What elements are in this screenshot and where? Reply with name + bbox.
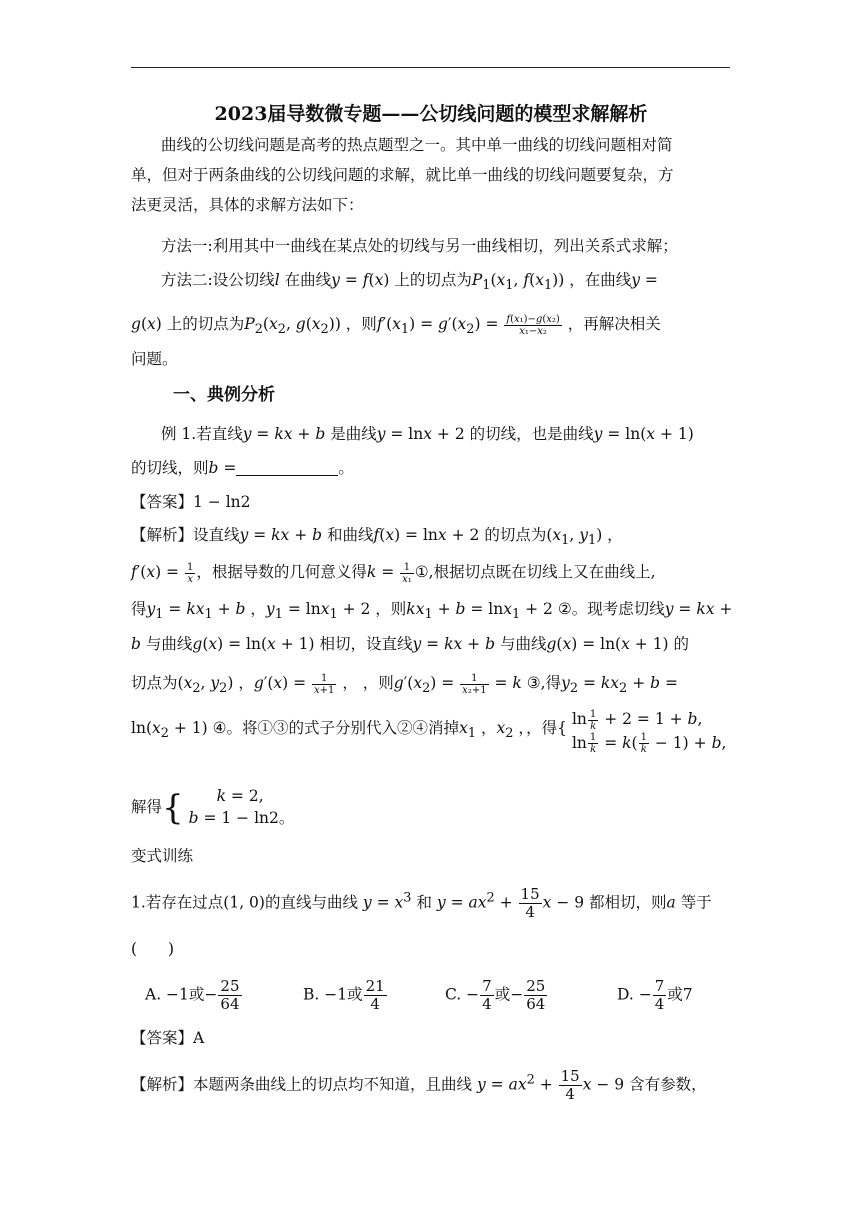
method-two-line-2: g(x) 上的切点为$P_2(x_2$, $g(x_2)$) ，则$f'(x_1) = g'(x_2)$ = $\frac{\text{f(x₁)−g(x₂)}}{\text{x₁−x₂}}$ ，再解决相关 [131, 313, 661, 338]
example-1-analysis-1: 【解析】设直线y = kx + b 和曲线f(x) = lnx + 2 的切点为($x_1$, $y_1$) ， [131, 526, 623, 549]
option-c[interactable]: C. − $\frac{7}{4}$ 或− $\frac{25}{64}$ [445, 977, 546, 1013]
section-heading: 一、典例分析 [173, 385, 275, 405]
example-1-analysis-3: 得$y_1 = kx_1 + b$ ，$y_1 = \ln x_1 + 2$ ，则$kx_1 + b = \ln x_1 + 2$ ②。现考虑切线y = kx + [131, 600, 733, 623]
variant-label: 变式训练 [131, 847, 194, 865]
variant-analysis: 【解析】本题两条曲线上的切点均不知道，且曲线 $y = ax^2$ + $\frac{15}{4}$ x − 9 含有参数， [131, 1067, 707, 1103]
example-1-answer: 【答案】1 − ln2 [131, 493, 251, 511]
variant-question-2: ( ) [131, 940, 175, 958]
method-two-line-3: 问题。 [131, 350, 178, 368]
option-b[interactable]: B. −1或 $\frac{21}{4}$ [303, 977, 385, 1013]
variant-answer: 【答案】A [131, 1029, 205, 1047]
method-one: 方法一:利用其中一曲线在某点处的切线与另一曲线相切，列出关系式求解； [161, 237, 678, 255]
intro-line-1: 曲线的公切线问题是高考的热点题型之一。其中单一曲线的切线问题相对简 [161, 136, 673, 154]
example-1-question-2: 的切线，则b = 。 [131, 459, 354, 477]
example-1-analysis-2: f′(x) = $\frac{1}{x}$ ，根据导数的几何意义得k = $\frac{1}{\text{x₁}}$ ①,根据切点既在切线上又在曲线上, [131, 561, 656, 585]
system-of-equations-2: k = 2, b = 1 − ln2。 [188, 787, 295, 827]
answer-blank[interactable] [236, 459, 338, 476]
example-1-solution: 解得{ k = 2, b = 1 − ln2。 [131, 787, 295, 828]
header-rule [131, 67, 730, 68]
example-1-analysis-6: $\ln(x_2 + 1)$ ④。将①③的式子分别代入②④消掉$x_1$ ，$x_2$ ，，得{ ln $\frac{1}{k}$ + 2 = 1 + b, ln $\frac{1}{k}$ = k( $\frac{1}{k}$ − 1) + b, [131, 708, 727, 755]
example-1-analysis-4: b 与曲线g(x) = ln(x + 1) 相切，设直线y = kx + b 与曲线g(x) = ln(x + 1) 的 [131, 635, 690, 653]
system-of-equations-1: ln $\frac{1}{k}$ + 2 = 1 + b, ln $\frac{1}{k}$ = k( $\frac{1}{k}$ − 1) + b, [571, 708, 727, 755]
example-1-question-1: 例 1.若直线y = kx + b 是曲线y = lnx + 2 的切线，也是曲线y = ln(x + 1) [161, 425, 694, 443]
option-d[interactable]: D. − $\frac{7}{4}$ 或7 [617, 977, 693, 1013]
page-title: 2023届导数微专题——公切线问题的模型求解解析 [214, 103, 648, 125]
variant-options [131, 978, 731, 1018]
variant-question-1: 1.若存在过点(1, 0)的直线与曲线 $y = x^3$ 和 $y = ax^2$ + $\frac{15}{4}$ x − 9 都相切，则a 等于 [131, 885, 712, 921]
example-1-analysis-5: 切点为($x_2$, $y_2$) ，g′(x) = $\frac{1}{x+1}$ ， ，则$g'(x_2)$ = $\frac{1}{\text{x₂+1}}$ = k ③,得$y_2 = kx_2 + b$ = [131, 672, 678, 697]
intro-line-3: 法更灵活，具体的求解方法如下： [131, 196, 364, 214]
method-two-line-1: 方法二:设公切线l 在曲线y = f(x) 上的切点为$P_1(x_1$, $f(x_1)$) ，在曲线y = [161, 271, 658, 294]
option-a[interactable]: A. −1或− $\frac{25}{64}$ [145, 977, 240, 1013]
intro-line-2: 单，但对于两条曲线的公切线问题的求解，就比单一曲线的切线问题要复杂，方 [131, 166, 674, 184]
